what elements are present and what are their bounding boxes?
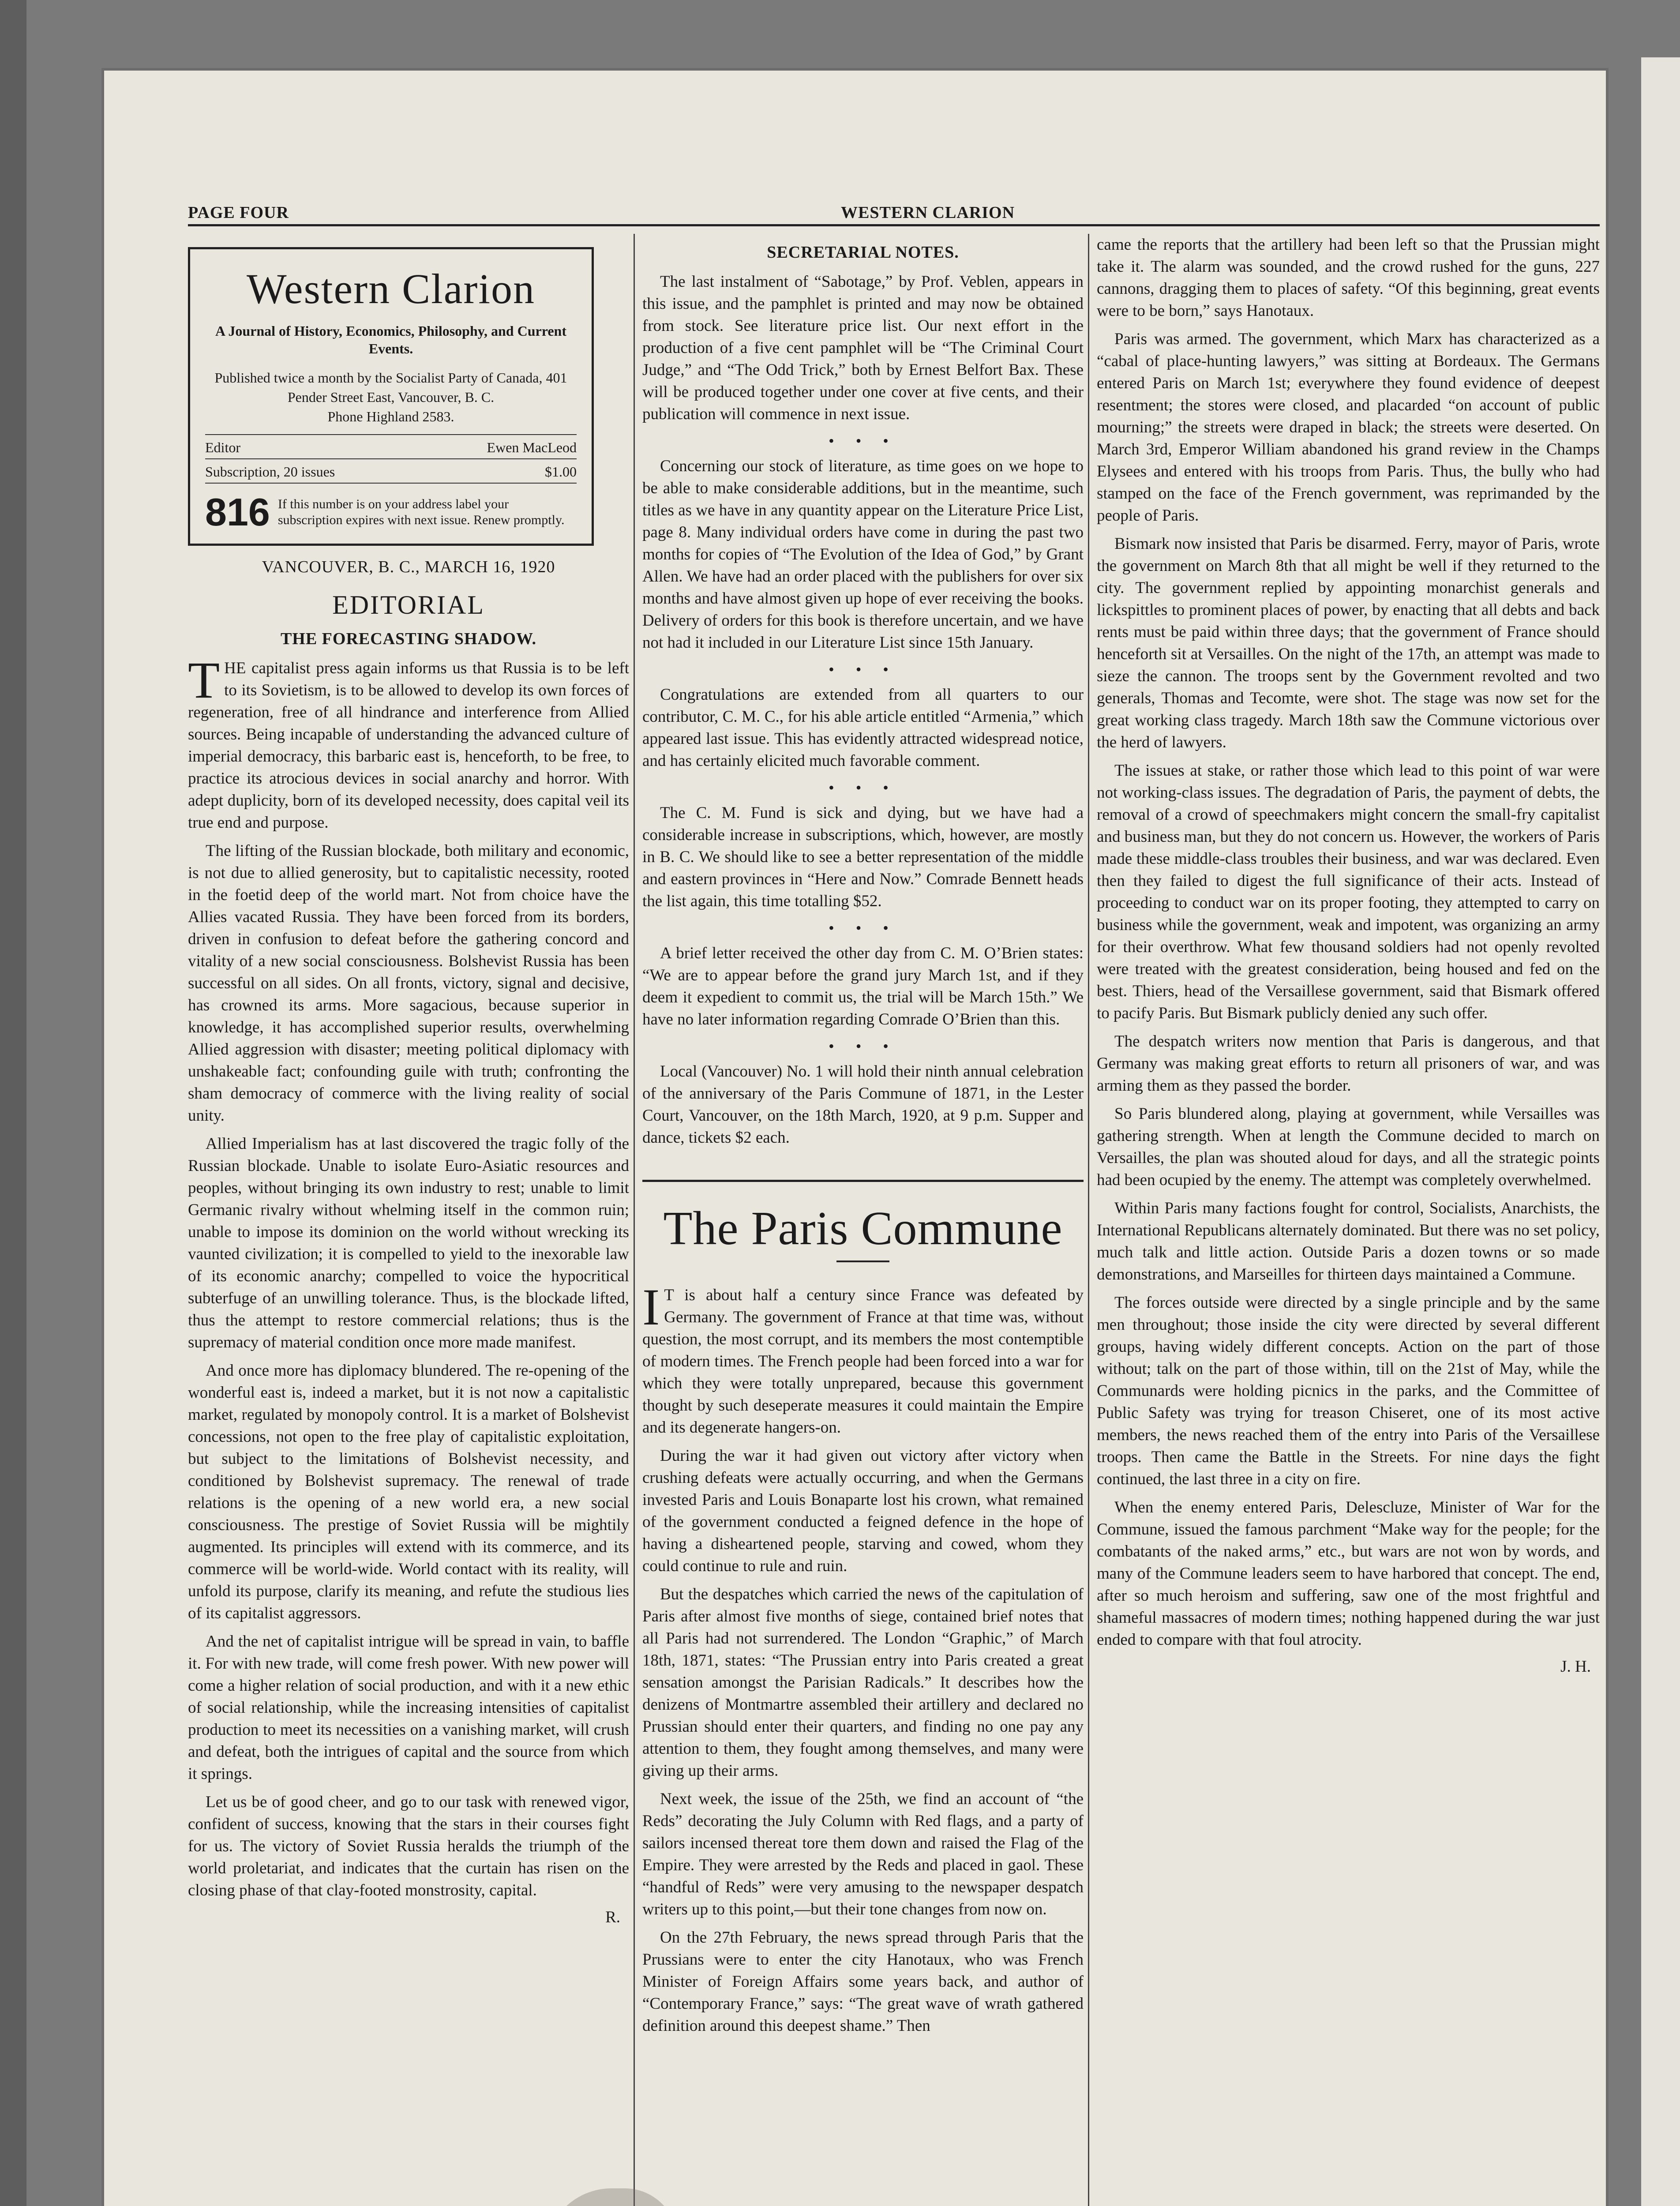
secretarial-paragraph: Congratulations are extended from all quarters to our contributor, C. M. C., for his able article entitled “Armenia,” which appeared last issue. This has evidently attracted widespread notice, and has certainly elicited much favorable comment.: [642, 686, 1084, 770]
editorial-first-text: HE capitalist press again informs us that Russia is to be left to its Sovietism, is to be allowed to develop its own forces of regeneration, free of all hindrance and interference from Allied sources. Being incapable of understanding the advanced culture of imperial democracy, this barbaric east is, henceforth, to be free, to practice its atrocious devices in social anarchy and horror. With adept duplicity, born of its developed necessity, does capital veil its true end and purpose.: [188, 659, 629, 832]
adjacent-page-strip: [1641, 57, 1680, 2206]
secretarial-paragraph: Local (Vancouver) No. 1 will hold their ninth annual celebration of the anniversary of the Paris Commune of 1871, in the Lester Court, Vancouver, on the 18th March, 1920, at 9 p.m. Supper and dance, tickets $2 each.: [642, 1062, 1084, 1147]
masthead-subtitle: A Journal of History, Economics, Philosophy, and Current Events.: [215, 323, 566, 356]
editorial-paragraph: Let us be of good cheer, and go to our task with renewed vigor, confident of success, knowing that the stars in their courses fight for us. The victory of Soviet Russia heralds the triumph of the world proletariat, and indicates that the curtain has risen on the closing phase of that clay-footed monstrosity, capital.: [188, 1793, 629, 1899]
editorial-paragraph: And once more has diplomacy blundered. The re-opening of the wonderful east is, indeed a market, but it is not now a capitalistic market, regulated by monopoly control. It is a market of Bolshevist concessions, not open to the free play of capitalistic exploitation, but subject to the limitations of Bolshevist necessity, and conditioned by Bolshevist supremacy. The renewal of trade relations is the opening of a new world era, a new social consciousness. The prestige of Soviet Russia will be mightily augmented. Its principles will extend with its commerce, and its commerce will be world-wide. World contact with its reality, will unfold its purpose, clarify its meaning, and refute the studious lies of its capitalist aggressors.: [188, 1362, 629, 1622]
commune-paragraph: Next week, the issue of the 25th, we find an account of “the Reds” decorating the July Column with Red flags, and a party of sailors incensed thereat tore them down and raised the Flag of the Empire. They were arrested by the Reds and placed in gaol. These “handful of Reds” were very amusing to the newspaper despatch writers up to this point,—but their tone changes from now on.: [642, 1790, 1084, 1918]
editor-label: Editor: [205, 439, 240, 455]
commune-paragraph: So Paris blundered along, playing at government, while Versailles was gathering strength. When at length the Commune decided to march on Versailles, the plan was shouted aloud for days, and all the strategic points had been ocupied by the enemy. The attempt was completely overwhelmed.: [1097, 1105, 1600, 1189]
commune-paragraph: On the 27th February, the news spread through Paris that the Prussians were to enter the city Hanotaux, who was French Minister of Foreign Affairs some years back, and author of “Contemporary France,” says: “The great wave of wrath gathered definition around this deepest shame.” Then: [642, 1928, 1084, 2035]
secretarial-paragraph: The last instalment of “Sabotage,” by Prof. Veblen, appears in this issue, and the pamphlet is printed and may now be obtained from stock. See literature price list. Our next effort in the production of a five cent pamphlet will be “The Criminal Court Judge,” and “The Odd Trick,” both by Ernest Belfort Bax. These will be produced together under one cover at five cents, and their publication will commence in next issue.: [642, 273, 1084, 423]
column-3: [1097, 234, 1600, 2206]
column-rule: [634, 234, 635, 2206]
secretarial-paragraph: Concerning our stock of literature, as time goes on we hope to be able to make considerable additions, but in the meantime, such titles as we have in any quantity appear on the Literature Price List, page 8. Many individual orders have come in during the past two months for copies of “The Evolution of the Idea of God,” by Grant Allen. We have had an order placed with the publishers for over six months and have almost given up hope of ever receiving the books. Delivery of orders for this book is therefore uncertain, and we have not had it included in our Literature List since 15th January.: [642, 457, 1084, 652]
editor-name: Ewen MacLeod: [487, 439, 577, 455]
commune-paragraph: Bismark now insisted that Paris be disarmed. Ferry, mayor of Paris, wrote the government on March 8th that all might be well if they returned to the city. The government replied by appointing monarchist generals and lickspittles to prominent places of power, by enacting that all debts and back rents must be paid within three days; that the government of France should henceforth sit at Versailles. On the night of the 17th, an attempt was made to sieze the cannon. The troops sent by the Government revolted and two generals, Thomas and Tecomte, were shot. The stage was now set for the great working class tragedy. March 18th saw the Commune victorious over the herd of lawyers.: [1097, 535, 1600, 751]
column-2: [642, 234, 1084, 2206]
commune-paragraph: The forces outside were directed by a single principle and by the same men throughout; those inside the city were directed by several different groups, having widely different concepts. Action on the part of those without; talk on the part of those within, till on the 21st of May, while the Communards were holding picnics in the parks, and the Committee of Public Safety was trying for treason Chiseret, one of its most active members, the news reached them of the entry into Paris of the Versaillese troops. Then came the Battle in the Streets. For nine days the fight continued, the last three in a city on fire.: [1097, 1294, 1600, 1488]
commune-paragraph: Within Paris many factions fought for control, Socialists, Anarchists, the International Republicans alternately dominated. But there was no set policy, much talk and little action. Outside Paris a dozen towns or so made demonstrations, and Marseilles for thirteen days maintained a Commune.: [1097, 1199, 1600, 1283]
subscription-label: Subscription, 20 issues: [205, 464, 335, 480]
separator: • • •: [829, 660, 897, 678]
commune-paragraph: came the reports that the artillery had been left so that the Prussian might take it. The alarm was sounded, and the crowd rushed for the guns, 227 cannons, dragging them to places of safety. “Of this beginning, great events were to be born,” says Hanotaux.: [1097, 236, 1600, 320]
dateline: VANCOUVER, B. C., MARCH 16, 1920: [262, 558, 555, 576]
commune-signature: J. H.: [1560, 1658, 1591, 1676]
newspaper-page: [104, 71, 1606, 2206]
drop-cap: T: [188, 651, 220, 709]
editorial-paragraph: And the net of capitalist intrigue will be spread in vain, to baffle it. For with new trade, will come fresh power. With new power will come a higher relation of social production, and with it a new ethic of social relationship, while the increasing intensities of capitalist production to meet its necessities on a vanishing market, will crush and defeat, both the intrigues of capital and the source from which it springs.: [188, 1632, 629, 1783]
commune-title: The Paris Commune: [642, 1180, 1084, 1256]
subscription-price: $1.00: [545, 464, 577, 480]
separator: • • •: [829, 432, 897, 450]
commune-paragraph: The issues at stake, or rather those which lead to this point of war were not working-class issues. The degradation of Paris, the payment of debts, the removal of a crowd of speechmakers might concern the small-fry capitalist and business man, but they do not concern us. However, the workers of Paris made these middle-class troubles their business, and war was declared. Even then they failed to digest the full significance of their acts. Instead of proceeding to conduct war on its proper footing, they attempted to carry on business while the government, weak and impotent, was organizing an army for their overthrow. What few thousand soldiers had not openly revolted were treated with the greatest consideration, being housed and fed on the best. Thiers, head of the Versaillese government, said that Bismark offered to pacify Paris. But Bismark publicly denied any such offer.: [1097, 762, 1600, 1022]
editorial-first-paragraph: [188, 651, 629, 834]
commune-paragraph: When the enemy entered Paris, Delescluze, Minister of War for the Commune, issued the famous parchment “Make way for the people; for the combatants of the naked arms,” etc., but wars are not won by words, and many of the Commune leaders seem to have harbored that concept. The end, after so much heroism and suffering, saw one of the most frightful and shameful massacres of modern times; nothing happened during the war just ended to compare with that foul atrocity.: [1097, 1498, 1600, 1649]
title-rule: [836, 1261, 889, 1262]
phone-text: Phone Highland 2583.: [327, 409, 454, 424]
page-label: PAGE FOUR: [188, 203, 289, 222]
separator: • • •: [829, 1037, 897, 1055]
commune-first-text: T is about half a century since France was defeated by Germany. The government of France at that time was, without question, the most corrupt, and its members the most contemptible of modern times. The French people had been forced into a war for which they were totally unprepared, because this government thought by such deseperate measures it could maintain the Empire and its degenerate hangers-on.: [642, 1286, 1084, 1437]
editorial-subheading: THE FORECASTING SHADOW.: [280, 630, 537, 648]
column-rule: [1088, 234, 1089, 2206]
column-1: [188, 234, 629, 2206]
secretarial-paragraph: The C. M. Fund is sick and dying, but we have had a considerable increase in subscriptions, which, however, are mostly in B. C. We should like to see a better representation of the middle and eastern provinces in “Here and Now.” Comrade Bennett heads the list again, this time totalling $52.: [642, 804, 1084, 910]
secretarial-paragraph: A brief letter received the other day from C. M. O’Brien states: “We are to appear before the grand jury March 1st, and if they deem it expedient to commit us, the trial will be March 15th.” We have no later information regarding Comrade O’Brien than this.: [642, 944, 1084, 1028]
editorial-paragraph: The lifting of the Russian blockade, both military and economic, is not due to allied generosity, but to capitalistic necessity, rooted in the foetid deep of the world mart. Not from choice have the Allies vacated Russia. They have been forced from its borders, driven in confusion to defeat before the gathering concord and vitality of a new social consciousness. Bolshevist Russia has been successful on all sides. On all fronts, victory, signal and decisive, has crowned its arms. More sagacious, because superior in knowledge, it has accomplished superior results, overwhelming Allied aggression with disaster; meeting political diplomacy with unshakeable fact; confounding guile with truth; confronting the sham democracy of commerce with the living reality of social unity.: [188, 842, 629, 1125]
commune-paragraph: During the war it had given out victory after victory when crushing defeats were actually occurring, and when the Germans invested Paris and Louis Bonaparte lost his crown, what remained of the government conducted a feigned defence in the hope of having a disheartened people, starving and cowed, whom they could continue to rule and ruin.: [642, 1447, 1084, 1575]
label-number: 816: [205, 490, 270, 534]
secretarial-heading: SECRETARIAL NOTES.: [767, 243, 959, 262]
separator: • • •: [829, 919, 897, 937]
editorial-heading: EDITORIAL: [332, 590, 485, 619]
masthead-title: Western Clarion: [246, 265, 536, 312]
running-header: [188, 199, 1600, 225]
publisher-text: Published twice a month by the Socialist Party of Canada, 401 Pender Street East, Vancouver, B. C.: [214, 370, 567, 405]
masthead-publisher: [205, 368, 577, 426]
subscription-line: [205, 458, 577, 483]
commune-paragraph: But the despatches which carried the news of the capitulation of Paris after almost five months of siege, contained brief notes that all Paris had not surrendered. The London “Graphic,” of March 18th, 1871, states: “The Prussian entry into Paris created a great sensation amongst the Parisian Radicals.” It describes how the denizens of Montmartre assembled their artillery and declared no Prussian should enter their quarters, and finding no one pay any attention to them, they fought among themselves, and many were giving up their arms.: [642, 1585, 1084, 1780]
editor-line: [205, 434, 577, 458]
label-notice: If this number is on your address label your subscription expires with next issue. Renew promptly.: [278, 497, 565, 527]
editorial-paragraph: Allied Imperialism has at last discovered the tragic folly of the Russian blockade. Unable to isolate Euro-Asiatic resources and peoples, without bringing its own industry to rest; unable to limit Germanic rivalry without whelming itself in the common ruin; unable to impose its dominion on the world without wrecking its vaunted civilization; it is compelled to yield to the inexorable law of its economic anarchy; compelled to voice the hypocritical subterfuge of an unwilling tolerance. Thus, is the blockade lifted, thus the attempt to restore commercial relations; thus is the supremacy of material condition once more made manifest.: [188, 1135, 629, 1351]
header-rule: [188, 224, 1600, 226]
editorial-signature: R.: [605, 1908, 620, 1926]
commune-paragraph: Paris was armed. The government, which Marx has characterized as a “cabal of place-hunting lawyers,” was sitting at Bordeaux. The Germans entered Paris on March 1st; everywhere they found evidence of deepest resentment; the stores were closed, and placarded “on account of public mourning;” the streets were draped in black; the streets were deserted. On March 3rd, Emperor William abandoned his grand review in the Champs Elysees and entered with his troops from Paris. Thus, the bully who had stamped on the face of the French government, was reprimanded by the people of Paris.: [1097, 330, 1600, 525]
masthead-box: [188, 247, 594, 546]
separator: • • •: [829, 779, 897, 796]
drop-cap: I: [642, 1278, 660, 1336]
commune-paragraph: The despatch writers now mention that Paris is dangerous, and that Germany was making great efforts to return all prisoners of war, and was arming them as they passed the border.: [1097, 1032, 1600, 1095]
paper-name: WESTERN CLARION: [841, 203, 1015, 222]
label-number-notice: [205, 483, 577, 535]
commune-first-paragraph: [642, 1278, 1084, 1439]
scan-edge: [0, 0, 26, 2206]
